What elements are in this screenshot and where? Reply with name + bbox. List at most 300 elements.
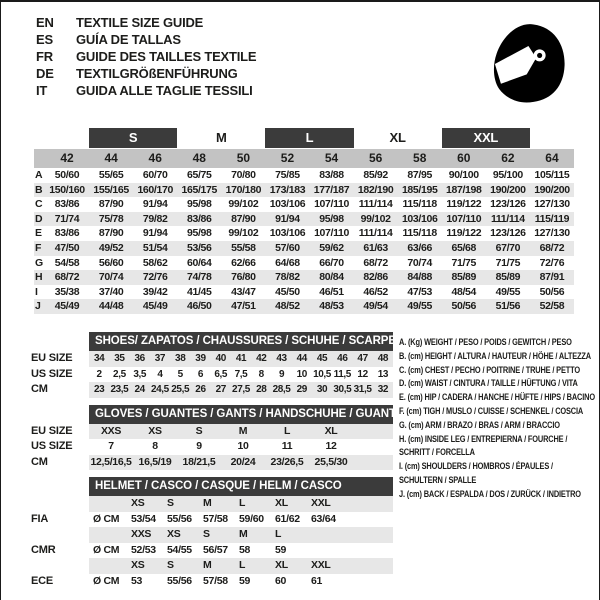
helmet-size-row-ece [31, 558, 393, 574]
measure-value: 74/78 [187, 271, 212, 284]
measure-value: 99/102 [360, 212, 391, 225]
apparel-size-table [34, 128, 574, 314]
shoes-value: 23 [93, 384, 105, 395]
shoes-row [31, 351, 393, 367]
measure-row-a [34, 168, 574, 183]
measure-row-h [34, 270, 574, 285]
gloves-value: 16,5/19 [138, 455, 172, 468]
shoes-value: 28 [256, 384, 267, 395]
gloves-cells [89, 424, 393, 440]
measure-value: 190/200 [490, 183, 526, 196]
measure-value: 103/106 [269, 198, 306, 211]
shoes-value: 38 [175, 353, 186, 364]
legend-line: I. (cm) SHOULDERS / HOMBROS / ÉPAULES / [399, 461, 553, 473]
helmet-size-spacer [31, 496, 89, 512]
measure-value: 99/102 [228, 198, 259, 211]
legend-line: D. (cm) WAIST / CINTURA / TAILLE / HÜFTUNG / VITA [399, 378, 578, 390]
helmet-rows [31, 496, 393, 589]
measure-value: 87/90 [98, 198, 124, 211]
measure-value: 95/98 [319, 212, 344, 225]
shoes-value: 37 [154, 353, 166, 364]
helmet-value: 57/58 [203, 512, 228, 525]
helmet-value: 55/56 [167, 512, 192, 525]
gloves-row-label: US SIZE [31, 440, 73, 452]
measure-value: 123/126 [490, 198, 526, 211]
legend-line: G. (cm) ARM / BRAZO / BRAS / ARM / BRACCIO [399, 419, 560, 431]
measure-value: 95/98 [187, 227, 212, 240]
row-letter: J [35, 300, 41, 313]
row-letter: B [35, 183, 43, 196]
measure-value: 105/115 [534, 169, 570, 181]
gloves-value: 11 [281, 440, 293, 452]
numeric-size: 64 [545, 151, 559, 165]
measure-value: 115/118 [402, 198, 437, 211]
helmet-value-cells [89, 574, 393, 590]
row-letter: E [35, 227, 43, 240]
measure-value: 150/160 [49, 183, 85, 196]
gloves-cells [89, 455, 393, 471]
measure-value: 95/98 [187, 198, 212, 211]
shoes-value: 36 [134, 353, 145, 364]
measure-value: 58/62 [142, 256, 168, 269]
row-letter: C [35, 198, 43, 211]
shoes-value: 30,5 [333, 384, 352, 395]
measure-value: 127/130 [534, 227, 570, 240]
shoes-value: 40 [215, 353, 226, 364]
shoes-value: 12 [357, 368, 368, 380]
measure-value: 71/74 [54, 212, 80, 225]
guide-title: TEXTILE SIZE GUIDE [76, 15, 204, 30]
measure-value: 78/82 [275, 271, 300, 284]
measure-row-e [34, 226, 574, 241]
language-row-es [36, 31, 256, 48]
legend-item-h [399, 433, 599, 461]
measure-value: 55/65 [98, 169, 124, 181]
measure-value: 99/102 [228, 227, 259, 240]
measure-value: 177/187 [313, 183, 350, 196]
shoes-value: 6 [197, 368, 204, 380]
gloves-value: 7 [108, 440, 114, 452]
shoes-value: 25,5 [171, 384, 190, 395]
gloves-value: L [283, 424, 291, 437]
gloves-value: 10 [237, 440, 249, 452]
measure-value: 49/55 [407, 300, 432, 313]
measure-value: 41/45 [187, 285, 212, 298]
measure-value: 111/114 [358, 198, 393, 211]
legend-line: J. (cm) BACK / ESPALDA / DOS / ZURÜCK / INDIETRO [399, 488, 581, 500]
shoes-row-label: CM [31, 383, 48, 395]
shoes-value: 32 [377, 384, 389, 395]
shoes-value: 5 [177, 368, 183, 380]
measure-value: 46/51 [319, 285, 344, 298]
measure-value: 173/183 [269, 183, 306, 196]
measure-value: 82/86 [363, 271, 388, 284]
shoes-value: 30 [316, 384, 328, 395]
measure-value: 37/40 [98, 285, 124, 298]
language-code: DE [36, 66, 54, 81]
helmet-table [31, 477, 393, 589]
measure-value: 71/75 [495, 256, 521, 269]
gloves-table [31, 405, 400, 471]
measure-value: 65/68 [451, 241, 477, 254]
measure-value: 68/72 [539, 241, 565, 254]
helmet-size-label: XS [131, 497, 145, 509]
helmet-size-label: L [239, 559, 246, 571]
measure-value: 85/89 [495, 271, 521, 284]
language-row-en [36, 14, 256, 31]
measure-value: 49/55 [495, 285, 521, 298]
measure-value: 50/60 [54, 169, 80, 181]
measure-value: 83/86 [54, 198, 80, 211]
shoes-value: 24,5 [150, 384, 169, 395]
gloves-value: 25,5/30 [314, 455, 348, 468]
measure-value: 50/56 [539, 285, 565, 298]
measure-value: 35/38 [54, 285, 80, 298]
size-group-spacer [34, 128, 89, 148]
helmet-value-row-fia [31, 512, 393, 528]
measure-value: 76/80 [231, 271, 256, 284]
helmet-size-spacer [31, 558, 89, 574]
shoes-value: 2,5 [113, 368, 126, 380]
gloves-value: 12 [325, 440, 337, 452]
measure-value: 111/114 [490, 212, 525, 225]
measure-value: 170/180 [225, 183, 262, 196]
measure-value: 111/114 [358, 227, 393, 240]
measure-value: 87/91 [539, 271, 565, 284]
helmet-unit-spacer [89, 527, 131, 543]
measure-value: 61/63 [363, 241, 388, 254]
measure-value: 45/49 [142, 300, 168, 313]
helmet-value: 53 [131, 574, 143, 587]
measure-value: 160/170 [137, 183, 173, 196]
shoes-value: 3,5 [133, 368, 147, 380]
measure-row-i [34, 285, 574, 300]
legend-item-j [399, 488, 599, 502]
measure-value: 115/119 [534, 212, 570, 225]
row-letter: A [35, 169, 43, 181]
measure-value: 107/110 [446, 212, 482, 225]
numeric-size: 48 [192, 151, 206, 165]
gloves-value: XS [148, 424, 162, 437]
helmet-size-label: XS [167, 528, 181, 540]
measure-value: 46/50 [187, 300, 212, 313]
shoes-row [31, 382, 393, 398]
legend-item-i [399, 460, 599, 488]
measure-value: 52/58 [539, 300, 565, 313]
measure-value: 60/70 [142, 169, 168, 181]
helmet-value: 53/54 [131, 512, 156, 525]
shoes-cells [89, 382, 393, 398]
numeric-size: 42 [60, 151, 74, 165]
measure-value: 70/80 [231, 169, 256, 181]
language-row-it [36, 82, 256, 99]
guide-title: TEXTILGRÖßENFÜHRUNG [76, 66, 238, 81]
shoes-value: 4 [157, 368, 163, 380]
measure-value: 56/60 [98, 256, 124, 269]
legend-line: H. (cm) INSIDE LEG / ENTREPIERNA / FOURCHE / [399, 433, 568, 445]
helmet-size-label: L [275, 528, 282, 540]
numeric-size-spacer [34, 149, 45, 168]
language-code: IT [36, 83, 48, 98]
shoes-value: 24 [134, 384, 145, 395]
numeric-size: 52 [280, 151, 295, 165]
measure-value: 59/62 [319, 241, 344, 254]
shoes-value: 47 [357, 353, 368, 364]
guide-title: GUÍA DE TALLAS [76, 32, 181, 47]
gloves-row [31, 424, 393, 440]
shoes-value: 34 [93, 353, 105, 364]
helmet-value: 63/64 [311, 512, 336, 525]
measure-value: 47/50 [54, 241, 80, 254]
legend-line: SCHULTERN / SPALLE [399, 474, 477, 486]
measure-value: 182/190 [357, 183, 394, 196]
helmet-value: 56/57 [203, 543, 228, 556]
helmet-size-label: S [203, 528, 210, 540]
helmet-size-label: M [203, 497, 212, 509]
helmet-size-label: XL [275, 559, 288, 571]
measure-value: 85/92 [363, 169, 388, 181]
measure-value: 66/70 [319, 256, 344, 269]
helmet-table-title: HELMET / CASCO / CASQUE / HELM / CASCO [89, 477, 393, 496]
size-group-l: L [265, 128, 353, 148]
shoes-row-label: US SIZE [31, 367, 73, 380]
measure-value: 71/75 [451, 256, 477, 269]
measure-row-d [34, 212, 574, 227]
helmet-value: 52/53 [131, 543, 156, 556]
measure-value: 187/198 [446, 183, 482, 196]
accessory-tables [31, 332, 400, 596]
legend-item-f [399, 405, 599, 419]
measure-value: 39/42 [142, 285, 168, 298]
gloves-value: 9 [196, 440, 202, 452]
legend-item-d [399, 377, 599, 391]
shoes-table [31, 332, 396, 398]
language-code: FR [36, 49, 53, 64]
language-code: EN [36, 15, 54, 30]
measure-value: 70/74 [407, 256, 432, 269]
legend-line: B. (cm) HEIGHT / ALTURA / HAUTEUR / HÖHE / ALTEZZA [399, 350, 591, 362]
helmet-unit-spacer [89, 558, 131, 574]
size-group-xl: XL [389, 130, 406, 145]
measure-value: 55/58 [231, 241, 256, 254]
measure-value: 95/100 [492, 169, 523, 181]
helmet-value: 59 [239, 574, 251, 587]
row-letter: F [35, 241, 42, 254]
measure-value: 68/72 [363, 256, 388, 269]
row-letter: I [35, 285, 38, 298]
gloves-value: 18/21,5 [182, 455, 216, 468]
legend-line: E. (cm) HIP / CADERA / HANCHE / HÜFTE / HIPS / BACINO [399, 392, 595, 404]
measure-row-g [34, 256, 574, 271]
guide-title: GUIDA ALLE TAGLIE TESSILI [76, 83, 253, 98]
measure-value: 91/94 [275, 212, 300, 225]
measure-value: 70/74 [98, 271, 124, 284]
numeric-size: 60 [457, 151, 471, 165]
helmet-value: 61 [311, 574, 323, 587]
measure-value: 60/64 [187, 256, 212, 269]
shoes-value: 28,5 [272, 384, 291, 395]
gloves-rows [31, 424, 393, 471]
measure-value: 87/90 [98, 227, 124, 240]
helmet-value: 55/56 [167, 574, 192, 587]
measure-value: 48/52 [275, 300, 300, 313]
measure-row-b [34, 183, 574, 198]
numeric-size: 44 [104, 151, 118, 165]
gloves-value: 23/26,5 [270, 455, 304, 468]
measure-value: 72/76 [539, 256, 565, 269]
gloves-row-label: CM [31, 455, 48, 468]
row-letter: G [35, 256, 44, 269]
numeric-size: 54 [324, 151, 339, 165]
standard-label-fia: FIA [31, 512, 49, 525]
measure-row-c [34, 197, 574, 212]
measure-value: 83/86 [54, 227, 80, 240]
shoes-value: 13 [377, 368, 389, 380]
measure-value: 119/122 [446, 227, 482, 240]
measure-value: 63/66 [407, 241, 432, 254]
measure-row-j [34, 299, 574, 314]
measure-value: 75/85 [275, 169, 300, 181]
shoes-value: 26 [195, 384, 206, 395]
measure-value: 51/56 [495, 300, 521, 313]
measure-value: 79/82 [142, 212, 168, 225]
measure-value: 45/49 [54, 300, 80, 313]
measure-value: 43/47 [231, 285, 256, 298]
shoes-value: 41 [235, 353, 247, 364]
measure-value: 49/54 [363, 300, 388, 313]
measure-value: 91/94 [142, 198, 168, 211]
measure-value: 85/89 [451, 271, 477, 284]
helmet-value: 59/60 [239, 512, 264, 525]
numeric-size: 62 [501, 151, 515, 165]
measure-value: 46/52 [363, 285, 388, 298]
legend-item-b [399, 350, 599, 364]
measure-value: 84/88 [407, 271, 432, 284]
shoes-value: 46 [337, 353, 348, 364]
gloves-value: 12,5/16,5 [90, 455, 132, 468]
size-group-row [34, 128, 574, 148]
guide-title: GUIDE DES TAILLES TEXTILE [76, 49, 257, 64]
shoes-rows [31, 351, 393, 398]
gloves-value: XXS [100, 424, 122, 437]
shoes-value: 29 [296, 384, 307, 395]
measure-value: 185/195 [401, 183, 438, 196]
gloves-row [31, 439, 393, 455]
shoes-value: 10,5 [313, 368, 331, 380]
helmet-unit-spacer [89, 496, 131, 512]
language-row-de [36, 65, 256, 82]
shoes-table-title: SHOES/ ZAPATOS / CHAUSSURES / SCHUHE / SCARPE [89, 332, 393, 351]
helmet-value: 60 [275, 574, 287, 587]
measure-value: 48/54 [451, 285, 477, 298]
measure-value: 65/75 [187, 169, 212, 181]
measure-value: 53/56 [187, 241, 212, 254]
measure-value: 103/106 [269, 227, 306, 240]
shoes-value: 6,5 [214, 368, 228, 380]
shoes-value: 8 [258, 368, 264, 380]
shoes-value: 31,5 [353, 384, 372, 395]
helmet-value: 61/62 [275, 512, 300, 525]
diameter-unit: Ø CM [93, 574, 120, 587]
shoes-cells [89, 351, 393, 367]
measure-value: 47/53 [407, 285, 432, 298]
helmet-icon [482, 19, 568, 109]
row-letter: D [35, 212, 43, 225]
measure-value: 57/60 [275, 241, 300, 254]
shoes-value: 42 [256, 353, 267, 364]
helmet-value: 58 [239, 543, 251, 556]
helmet-value: 54/55 [167, 543, 192, 556]
helmet-size-cells [89, 496, 393, 512]
measure-value: 165/175 [181, 183, 218, 196]
shoes-value: 35 [114, 353, 125, 364]
measure-value: 44/48 [98, 300, 124, 313]
shoes-value: 23,5 [110, 384, 129, 395]
measure-value: 103/106 [401, 212, 438, 225]
measure-value: 115/118 [402, 227, 437, 240]
language-code: ES [36, 32, 53, 47]
legend-line: F. (cm) TIGH / MUSLO / CUISSE / SCHENKEL / COSCIA [399, 405, 584, 417]
diameter-unit: Ø CM [93, 543, 120, 556]
shoes-value: 39 [195, 353, 206, 364]
measure-row-f [34, 241, 574, 256]
measure-value: 72/76 [142, 271, 168, 284]
shoes-value: 10 [296, 368, 307, 380]
measure-value: 90/100 [448, 169, 479, 181]
measure-value: 190/200 [534, 183, 570, 196]
helmet-size-label: M [239, 528, 248, 540]
helmet-size-label: XS [131, 559, 145, 571]
measure-value: 91/94 [142, 227, 168, 240]
gloves-value: 8 [152, 440, 158, 452]
helmet-size-spacer [31, 527, 89, 543]
helmet-size-label: XXL [311, 497, 331, 509]
helmet-value: 57/58 [203, 574, 228, 587]
numeric-size: 58 [413, 151, 427, 165]
helmet-value-row-cmr [31, 543, 393, 559]
size-group-s: S [89, 128, 177, 148]
gloves-value: 20/24 [230, 455, 256, 468]
gloves-table-title: GLOVES / GUANTES / GANTS / HANDSCHUHE / GUANTI [89, 405, 393, 424]
size-group-m: M [216, 130, 227, 145]
numeric-size: 50 [236, 151, 251, 165]
measure-value: 54/58 [54, 256, 80, 269]
shoes-cells [89, 367, 393, 383]
helmet-value-row-ece [31, 574, 393, 590]
shoes-value: 9 [278, 368, 285, 380]
measure-value: 80/84 [319, 271, 344, 284]
language-list [36, 14, 256, 99]
size-group-xxl: XXL [442, 128, 530, 148]
legend-line: SCHRITT / FORCELLA [399, 447, 475, 459]
measure-value: 68/72 [54, 271, 80, 284]
helmet-value-cells [89, 543, 393, 559]
legend-line: A. (Kg) WEIGHT / PESO / POIDS / GEWITCH / PESO [399, 337, 572, 348]
shoes-value: 11,5 [333, 368, 351, 380]
measure-value: 49/52 [98, 241, 124, 254]
measure-value: 67/70 [495, 241, 521, 254]
measure-value: 87/95 [407, 169, 432, 181]
shoes-value: 44 [296, 353, 307, 364]
measure-value: 155/165 [93, 183, 129, 196]
gloves-value: S [195, 424, 203, 437]
helmet-size-label: L [239, 497, 246, 509]
shoes-value: 27,5 [232, 384, 250, 395]
gloves-row-label: EU SIZE [31, 424, 73, 437]
measure-value: 62/66 [231, 256, 256, 269]
measure-value: 47/51 [231, 300, 256, 313]
helmet-size-cells [89, 527, 393, 543]
